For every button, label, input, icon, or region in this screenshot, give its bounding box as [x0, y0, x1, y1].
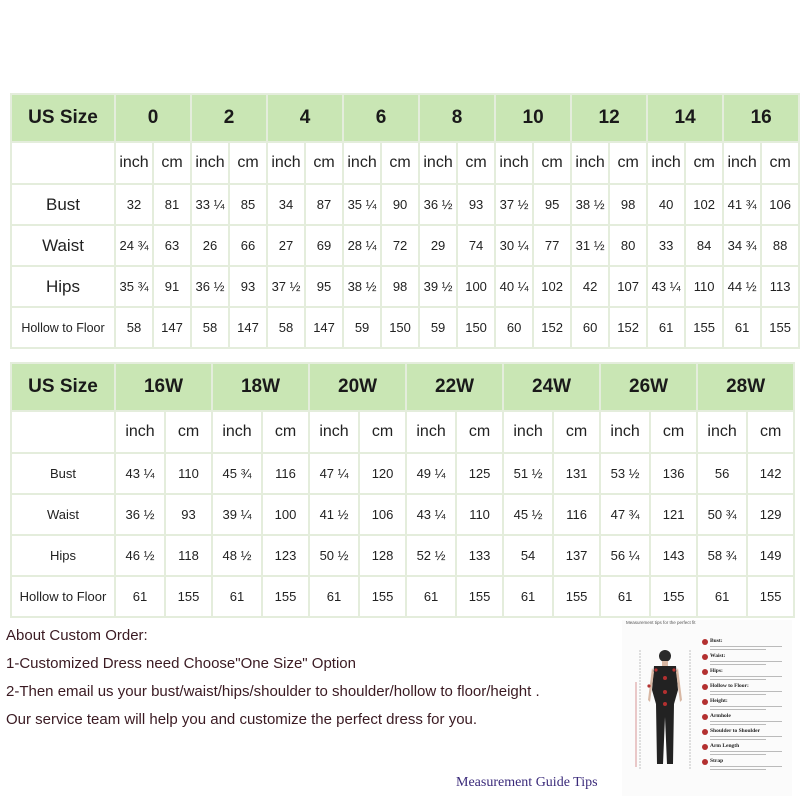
row-label: Hips	[11, 535, 115, 576]
body-figure-icon	[626, 642, 704, 772]
measure-cell: 36 ½	[115, 494, 165, 535]
text-line	[710, 679, 766, 680]
measure-cell: 36 ½	[191, 266, 229, 307]
measure-cell: 37 ½	[495, 184, 533, 225]
table-row	[11, 453, 794, 494]
table-row	[11, 266, 799, 307]
unit-cm: cm	[456, 411, 503, 453]
measure-cell: 131	[553, 453, 600, 494]
row-label: Waist	[11, 225, 115, 266]
measure-cell: 91	[153, 266, 191, 307]
unit-inch: inch	[191, 142, 229, 184]
size-24w: 24W	[503, 363, 600, 411]
measure-cell: 98	[381, 266, 419, 307]
measure-cell: 106	[761, 184, 799, 225]
measure-cell: 149	[747, 535, 794, 576]
guide-item	[702, 653, 792, 668]
measure-cell: 34 ¾	[723, 225, 761, 266]
unit-inch: inch	[343, 142, 381, 184]
text-line	[710, 664, 766, 665]
measure-cell: 32	[115, 184, 153, 225]
unit-cm: cm	[262, 411, 309, 453]
measure-cell: 59	[419, 307, 457, 348]
guide-item-label: Height:	[710, 698, 728, 704]
measure-cell: 80	[609, 225, 647, 266]
measure-cell: 120	[359, 453, 406, 494]
measure-cell: 40 ¼	[495, 266, 533, 307]
measure-cell: 33 ¼	[191, 184, 229, 225]
measure-cell: 36 ½	[419, 184, 457, 225]
measure-cell: 56	[697, 453, 747, 494]
unit-inch: inch	[115, 411, 165, 453]
measure-cell: 58 ¾	[697, 535, 747, 576]
guide-caption: Measurement Guide Tips	[456, 775, 598, 790]
bullet-icon	[702, 759, 708, 765]
measure-cell: 35 ¾	[115, 266, 153, 307]
measure-cell: 39 ½	[419, 266, 457, 307]
measure-cell: 118	[165, 535, 212, 576]
text-line	[710, 739, 766, 740]
unit-cm: cm	[359, 411, 406, 453]
measure-cell: 34	[267, 184, 305, 225]
unit-inch: inch	[267, 142, 305, 184]
measure-cell: 102	[533, 266, 571, 307]
unit-cm: cm	[761, 142, 799, 184]
measure-cell: 54	[503, 535, 553, 576]
unit-row-blank	[11, 142, 115, 184]
measure-cell: 33	[647, 225, 685, 266]
measure-cell: 155	[747, 576, 794, 617]
size-26w: 26W	[600, 363, 697, 411]
measure-cell: 85	[229, 184, 267, 225]
size-10: 10	[495, 94, 571, 142]
unit-cm: cm	[457, 142, 495, 184]
measure-cell: 81	[153, 184, 191, 225]
measure-cell: 49 ¼	[406, 453, 456, 494]
size-12: 12	[571, 94, 647, 142]
unit-inch: inch	[503, 411, 553, 453]
measure-cell: 37 ½	[267, 266, 305, 307]
measure-cell: 100	[262, 494, 309, 535]
unit-cm: cm	[609, 142, 647, 184]
measure-cell: 27	[267, 225, 305, 266]
measure-cell: 155	[650, 576, 697, 617]
table-row	[11, 307, 799, 348]
guide-item-label: Hollow to Floor:	[710, 683, 749, 689]
measure-cell: 129	[747, 494, 794, 535]
measure-cell: 90	[381, 184, 419, 225]
measure-cell: 155	[165, 576, 212, 617]
guide-header: Measurement tips for the perfect fit	[626, 620, 696, 625]
measure-cell: 45 ½	[503, 494, 553, 535]
measure-cell: 93	[229, 266, 267, 307]
row-label: Hollow to Floor	[11, 576, 115, 617]
measure-cell: 121	[650, 494, 697, 535]
measure-cell: 60	[495, 307, 533, 348]
measure-cell: 38 ½	[343, 266, 381, 307]
size-4: 4	[267, 94, 343, 142]
measure-cell: 53 ½	[600, 453, 650, 494]
unit-cm: cm	[153, 142, 191, 184]
unit-row-blank	[11, 411, 115, 453]
custom-order-notes	[6, 622, 606, 734]
measure-cell: 30 ¼	[495, 225, 533, 266]
size-chart-plus	[10, 362, 795, 618]
guide-item	[702, 698, 792, 713]
size-18w: 18W	[212, 363, 309, 411]
measure-cell: 52 ½	[406, 535, 456, 576]
measure-cell: 24 ¾	[115, 225, 153, 266]
unit-row	[11, 142, 799, 184]
measure-cell: 77	[533, 225, 571, 266]
bullet-icon	[702, 714, 708, 720]
guide-item	[702, 728, 792, 743]
measure-cell: 84	[685, 225, 723, 266]
guide-item	[702, 638, 792, 653]
table-row	[11, 225, 799, 266]
unit-inch: inch	[697, 411, 747, 453]
guide-item	[702, 743, 792, 758]
measure-cell: 152	[609, 307, 647, 348]
unit-inch: inch	[571, 142, 609, 184]
measure-cell: 128	[359, 535, 406, 576]
size-16: 16	[723, 94, 799, 142]
measure-cell: 95	[305, 266, 343, 307]
measure-cell: 116	[262, 453, 309, 494]
unit-inch: inch	[115, 142, 153, 184]
bullet-icon	[702, 744, 708, 750]
unit-cm: cm	[533, 142, 571, 184]
measure-cell: 107	[609, 266, 647, 307]
row-label: Hollow to Floor	[11, 307, 115, 348]
measure-cell: 41 ½	[309, 494, 359, 535]
measure-cell: 147	[305, 307, 343, 348]
text-line	[710, 709, 766, 710]
measure-cell: 58	[115, 307, 153, 348]
measure-cell: 61	[723, 307, 761, 348]
measure-cell: 147	[153, 307, 191, 348]
measure-cell: 110	[165, 453, 212, 494]
measure-cell: 150	[457, 307, 495, 348]
measure-cell: 147	[229, 307, 267, 348]
text-line	[710, 769, 766, 770]
text-line	[710, 676, 782, 677]
size-16w: 16W	[115, 363, 212, 411]
measure-cell: 58	[267, 307, 305, 348]
text-line	[710, 724, 766, 725]
notes-line-3: Our service team will help you and customize the perfect dress for you.	[6, 711, 478, 728]
measure-cell: 61	[503, 576, 553, 617]
unit-inch: inch	[495, 142, 533, 184]
size-28w: 28W	[697, 363, 794, 411]
measure-cell: 61	[600, 576, 650, 617]
measure-cell: 58	[191, 307, 229, 348]
measure-cell: 41 ¾	[723, 184, 761, 225]
measure-cell: 61	[406, 576, 456, 617]
measure-cell: 43 ¼	[115, 453, 165, 494]
text-line	[710, 694, 766, 695]
text-line	[710, 736, 782, 737]
unit-inch: inch	[406, 411, 456, 453]
measure-cell: 66	[229, 225, 267, 266]
measure-cell: 47 ¾	[600, 494, 650, 535]
unit-cm: cm	[165, 411, 212, 453]
measure-cell: 50 ½	[309, 535, 359, 576]
measure-cell: 69	[305, 225, 343, 266]
text-line	[710, 766, 782, 767]
row-label: Bust	[11, 453, 115, 494]
measure-cell: 125	[456, 453, 503, 494]
guide-item-label: Waist:	[710, 653, 726, 659]
guide-item	[702, 758, 792, 773]
measure-cell: 50 ¾	[697, 494, 747, 535]
guide-item-label: Hips:	[710, 668, 723, 674]
measure-cell: 93	[165, 494, 212, 535]
table-row	[11, 576, 794, 617]
size-header-row	[11, 94, 799, 142]
size-0: 0	[115, 94, 191, 142]
measure-cell: 43 ¼	[647, 266, 685, 307]
measure-cell: 44 ½	[723, 266, 761, 307]
size-2: 2	[191, 94, 267, 142]
us-size-label: US Size	[11, 363, 115, 411]
guide-item-label: Arm Length	[710, 743, 740, 749]
text-line	[710, 649, 766, 650]
measure-cell: 29	[419, 225, 457, 266]
measure-cell: 63	[153, 225, 191, 266]
guide-item-label: Armhole	[710, 713, 731, 719]
measure-cell: 26	[191, 225, 229, 266]
measure-cell: 42	[571, 266, 609, 307]
guide-item	[702, 668, 792, 683]
unit-cm: cm	[229, 142, 267, 184]
measure-cell: 38 ½	[571, 184, 609, 225]
measure-cell: 61	[647, 307, 685, 348]
row-label: Hips	[11, 266, 115, 307]
measure-cell: 123	[262, 535, 309, 576]
measure-cell: 136	[650, 453, 697, 494]
row-label: Waist	[11, 494, 115, 535]
guide-item-label: Shoulder to Shoulder	[710, 728, 761, 734]
guide-item	[702, 683, 792, 698]
measure-cell: 110	[685, 266, 723, 307]
measurement-guide-image	[622, 620, 792, 796]
measure-cell: 61	[115, 576, 165, 617]
measure-cell: 59	[343, 307, 381, 348]
measure-cell: 155	[761, 307, 799, 348]
measure-cell: 47 ¼	[309, 453, 359, 494]
measure-cell: 45 ¾	[212, 453, 262, 494]
measure-cell: 155	[262, 576, 309, 617]
unit-inch: inch	[309, 411, 359, 453]
measure-cell: 137	[553, 535, 600, 576]
unit-inch: inch	[419, 142, 457, 184]
bullet-icon	[702, 669, 708, 675]
guide-item	[702, 713, 792, 728]
size-22w: 22W	[406, 363, 503, 411]
notes-title: About Custom Order:	[6, 627, 148, 644]
measure-cell: 155	[359, 576, 406, 617]
unit-inch: inch	[647, 142, 685, 184]
size-6: 6	[343, 94, 419, 142]
measure-cell: 155	[553, 576, 600, 617]
text-line	[710, 754, 766, 755]
measure-cell: 110	[456, 494, 503, 535]
measure-cell: 60	[571, 307, 609, 348]
us-size-label: US Size	[11, 94, 115, 142]
bullet-icon	[702, 654, 708, 660]
unit-row	[11, 411, 794, 453]
unit-cm: cm	[685, 142, 723, 184]
measure-cell: 39 ¼	[212, 494, 262, 535]
measure-cell: 72	[381, 225, 419, 266]
measure-cell: 106	[359, 494, 406, 535]
unit-cm: cm	[305, 142, 343, 184]
unit-cm: cm	[747, 411, 794, 453]
measure-cell: 150	[381, 307, 419, 348]
text-line	[710, 691, 782, 692]
unit-cm: cm	[650, 411, 697, 453]
measure-cell: 142	[747, 453, 794, 494]
measure-cell: 102	[685, 184, 723, 225]
text-line	[710, 661, 782, 662]
measure-cell: 43 ¼	[406, 494, 456, 535]
bullet-icon	[702, 699, 708, 705]
measure-cell: 133	[456, 535, 503, 576]
measure-cell: 93	[457, 184, 495, 225]
measure-cell: 155	[456, 576, 503, 617]
unit-cm: cm	[381, 142, 419, 184]
measure-cell: 113	[761, 266, 799, 307]
text-line	[710, 721, 782, 722]
measure-cell: 74	[457, 225, 495, 266]
size-chart-standard	[10, 93, 800, 349]
measure-cell: 87	[305, 184, 343, 225]
guide-item-label: Strap	[710, 758, 724, 764]
measure-cell: 31 ½	[571, 225, 609, 266]
measure-cell: 35 ¼	[343, 184, 381, 225]
table-row	[11, 494, 794, 535]
text-line	[710, 751, 782, 752]
measure-cell: 51 ½	[503, 453, 553, 494]
measure-cell: 28 ¼	[343, 225, 381, 266]
size-14: 14	[647, 94, 723, 142]
measure-cell: 143	[650, 535, 697, 576]
unit-inch: inch	[723, 142, 761, 184]
measure-cell: 40	[647, 184, 685, 225]
row-label: Bust	[11, 184, 115, 225]
bullet-icon	[702, 639, 708, 645]
unit-inch: inch	[212, 411, 262, 453]
measure-cell: 61	[212, 576, 262, 617]
bullet-icon	[702, 729, 708, 735]
measure-cell: 95	[533, 184, 571, 225]
measure-cell: 100	[457, 266, 495, 307]
bullet-icon	[702, 684, 708, 690]
table-row	[11, 184, 799, 225]
size-20w: 20W	[309, 363, 406, 411]
measure-cell: 61	[309, 576, 359, 617]
table-row	[11, 535, 794, 576]
size-8: 8	[419, 94, 495, 142]
text-line	[710, 706, 782, 707]
notes-line-1: 1-Customized Dress need Choose"One Size" Option	[6, 655, 356, 672]
measure-cell: 61	[697, 576, 747, 617]
measure-cell: 155	[685, 307, 723, 348]
measure-cell: 152	[533, 307, 571, 348]
measure-cell: 98	[609, 184, 647, 225]
unit-inch: inch	[600, 411, 650, 453]
measure-cell: 48 ½	[212, 535, 262, 576]
unit-cm: cm	[553, 411, 600, 453]
notes-line-2: 2-Then email us your bust/waist/hips/shoulder to shoulder/hollow to floor/height .	[6, 683, 540, 700]
measure-cell: 56 ¼	[600, 535, 650, 576]
measure-cell: 46 ½	[115, 535, 165, 576]
measure-cell: 88	[761, 225, 799, 266]
text-line	[710, 646, 782, 647]
size-header-row	[11, 363, 794, 411]
measure-cell: 116	[553, 494, 600, 535]
guide-item-label: Bust:	[710, 638, 723, 644]
guide-list	[702, 638, 792, 773]
